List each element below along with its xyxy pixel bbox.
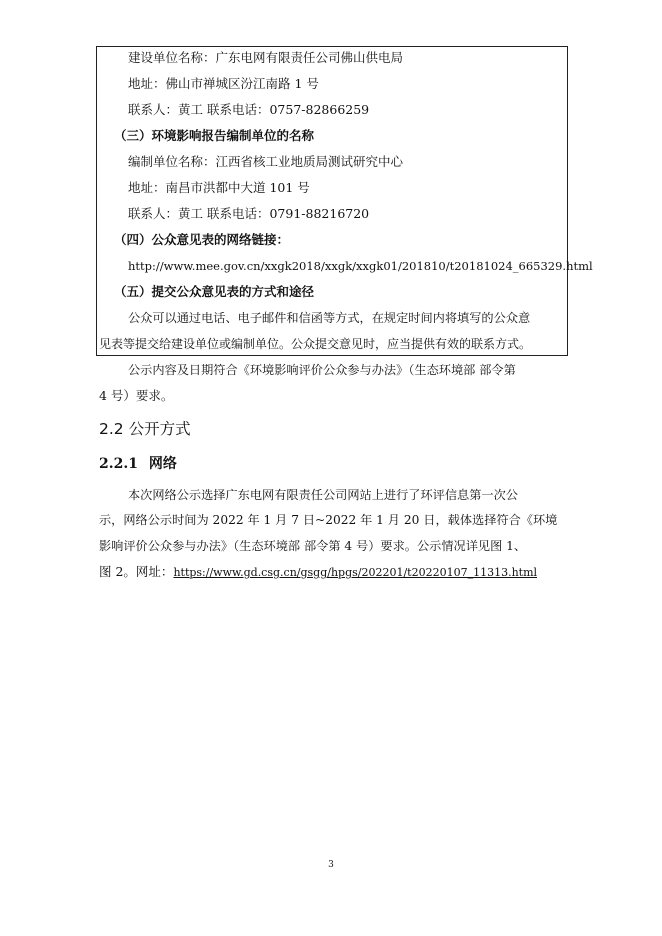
network-para-line2: 示，网络公示时间为 2022 年 1 月 7 日~2022 年 1 月 20 日，载体选择符合《环境 [99, 513, 558, 527]
page-number: 3 [328, 860, 334, 870]
compiler-contact: 联系人：黄工 联系电话：0791-88216720 [128, 206, 370, 221]
network-para-line4 [99, 563, 537, 582]
subsection-number: 2.2.1 [99, 456, 138, 472]
section-heading: 2.2 公开方式 [99, 420, 191, 438]
website-link[interactable]: https://www.gd.csg.cn/gsgg/hpgs/202201/t20220107_11313.html [173, 566, 538, 579]
builder-address: 地址：佛山市禅城区汾江南路 1 号 [128, 76, 319, 91]
compliance-line1: 公示内容及日期符合《环境影响评价公众参与办法》（生态环境部 部令第 [128, 363, 516, 377]
builder-contact: 联系人：黄工 联系电话：0757-82866259 [128, 102, 370, 117]
compliance-line2: 4 号）要求。 [99, 388, 174, 403]
submission-para-line1: 公众可以通过电话、电子邮件和信函等方式，在规定时间内将填写的公众意 [128, 311, 531, 325]
heading-submission: （五）提交公众意见表的方式和途径 [114, 284, 315, 299]
website-label: 图 2。网址： [99, 564, 174, 579]
compiler-name: 编制单位名称：江西省核工业地质局测试研究中心 [128, 154, 404, 169]
heading-form-link: （四）公众意见表的网络链接： [114, 232, 290, 247]
compiler-address: 地址：南昌市洪都中大道 101 号 [128, 180, 310, 195]
builder-name: 建设单位名称：广东电网有限责任公司佛山供电局 [128, 50, 404, 65]
submission-para-line2: 见表等提交给建设单位或编制单位。公众提交意见时，应当提供有效的联系方式。 [99, 337, 532, 351]
network-para-line3: 影响评价公众参与办法》（生态环境部 部令第 4 号）要求。公示情况详见图 1、 [99, 539, 527, 553]
network-para-line1: 本次网络公示选择广东电网有限责任公司网站上进行了环评信息第一次公 [128, 488, 518, 502]
heading-compiler: （三）环境影响报告编制单位的名称 [114, 128, 315, 143]
subsection-title: 网络 [148, 456, 177, 472]
subsection-heading [99, 455, 177, 473]
form-link[interactable]: http://www.mee.gov.cn/xxgk2018/xxgk/xxgk01/201810/t20181024_665329.html [128, 259, 593, 273]
